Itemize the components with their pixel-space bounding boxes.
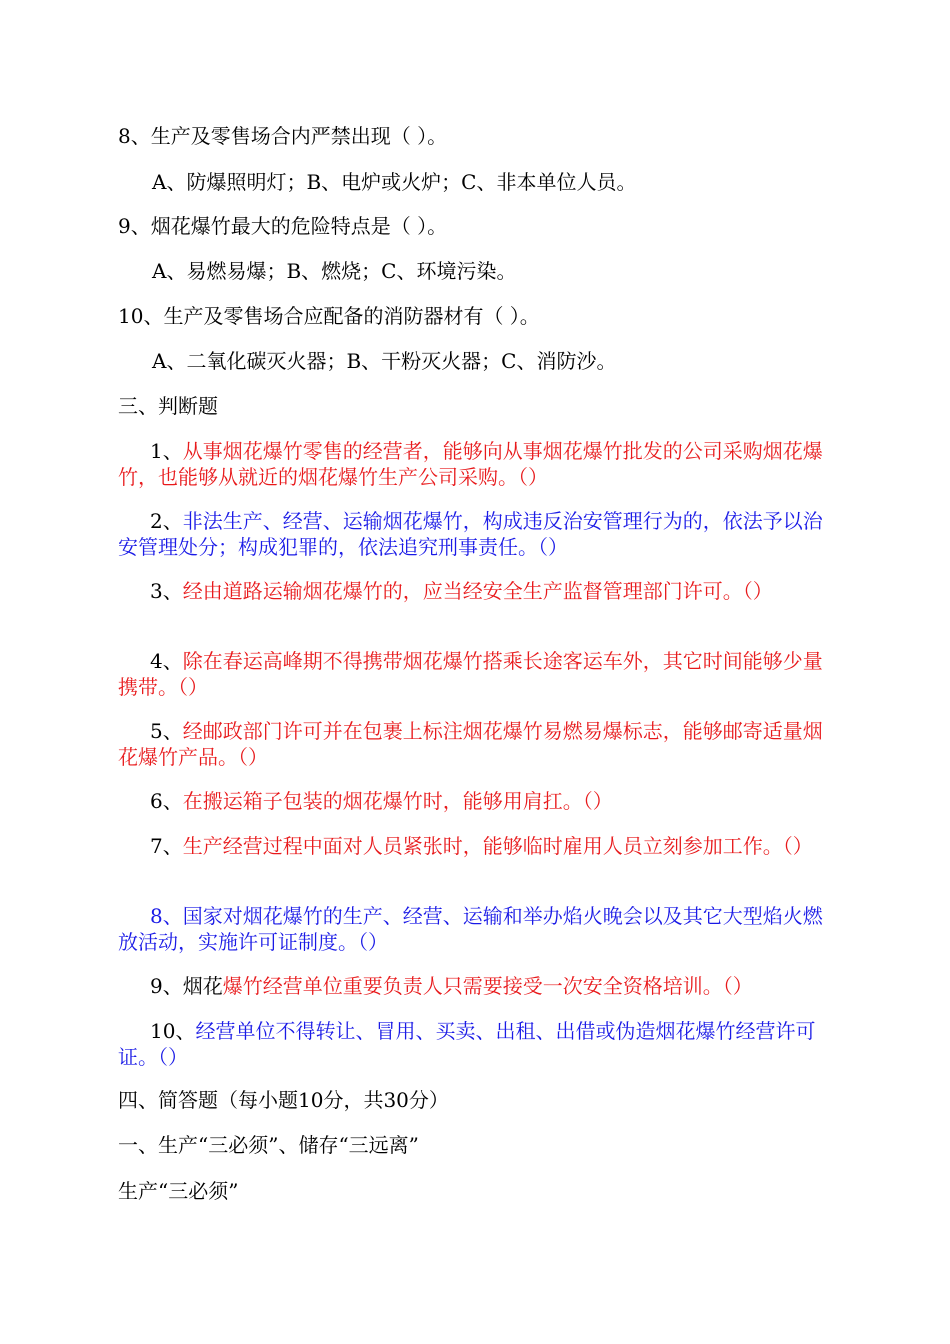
item-number: 8、: [150, 904, 183, 928]
judgment-item-10: [118, 1018, 836, 1070]
question-10: 10、生产及零售场合应配备的消防器材有（ ）。: [118, 304, 540, 328]
item-number: 4、: [150, 649, 183, 673]
judgment-item-7: [118, 833, 836, 859]
item-text: 国家对烟花爆竹的生产、经营、运输和举办焰火晚会以及其它大型焰火燃放活动，实施许可证制度。（）: [118, 904, 823, 954]
item-number: 3、: [150, 579, 183, 603]
question-8: 8、生产及零售场合内严禁出现（ ）。: [118, 124, 448, 148]
item-text: 经由道路运输烟花爆竹的，应当经安全生产监督管理部门许可。（）: [182, 579, 773, 603]
item-number: 9、: [150, 974, 183, 998]
judgment-item-6: [118, 788, 836, 814]
item-text: 经邮政部门许可并在包裹上标注烟花爆竹易燃易爆标志，能够邮寄适量烟花爆竹产品。（）: [118, 719, 823, 769]
item-text: 爆竹经营单位重要负责人只需要接受一次安全资格培训。（）: [222, 974, 753, 998]
short-answer-subheading: 一、生产“三必须”、储存“三远离”: [118, 1133, 419, 1157]
judgment-item-8: [118, 903, 836, 955]
item-text: 经营单位不得转让、冒用、买卖、出租、出借或伪造烟花爆竹经营许可证。（）: [118, 1019, 816, 1069]
judgment-item-9: [118, 973, 836, 999]
item-number: 7、: [150, 834, 183, 858]
item-text: 生产经营过程中面对人员紧张时，能够临时雇用人员立刻参加工作。（）: [182, 834, 813, 858]
judgment-item-4: [118, 648, 836, 700]
item-number: 5、: [150, 719, 183, 743]
section-heading-short-answer: 四、简答题（每小题10分，共30分）: [118, 1088, 449, 1112]
item-text-black: 烟花: [182, 974, 223, 998]
question-8-options: A、防爆照明灯；B、电炉或火炉；C、非本单位人员。: [152, 170, 637, 194]
short-answer-subheading-2: 生产“三必须”: [118, 1179, 239, 1203]
question-9: 9、烟花爆竹最大的危险特点是（ ）。: [118, 214, 448, 238]
question-9-options: A、易燃易爆；B、燃烧；C、环境污染。: [152, 259, 517, 283]
section-heading-judgment: 三、判断题: [118, 394, 218, 418]
item-text: 非法生产、经营、运输烟花爆竹，构成违反治安管理行为的，依法予以治安管理处分；构成犯罪的，依法追究刑事责任。（）: [118, 509, 823, 559]
item-text: 在搬运箱子包装的烟花爆竹时，能够用肩扛。（）: [182, 789, 613, 813]
question-10-options: A、二氧化碳灭火器；B、干粉灭火器；C、消防沙。: [152, 349, 617, 373]
item-number: 6、: [150, 789, 183, 813]
item-text: 从事烟花爆竹零售的经营者，能够向从事烟花爆竹批发的公司采购烟花爆竹，也能够从就近的烟花爆竹生产公司采购。（）: [118, 439, 823, 489]
item-number: 10、: [150, 1019, 196, 1043]
judgment-item-3: [118, 578, 836, 604]
item-number: 2、: [150, 509, 183, 533]
item-number: 1、: [150, 439, 183, 463]
item-text: 除在春运高峰期不得携带烟花爆竹搭乘长途客运车外，其它时间能够少量携带。（）: [118, 649, 823, 699]
judgment-item-5: [118, 718, 836, 770]
judgment-item-1: [118, 438, 836, 490]
judgment-item-2: [118, 508, 836, 560]
